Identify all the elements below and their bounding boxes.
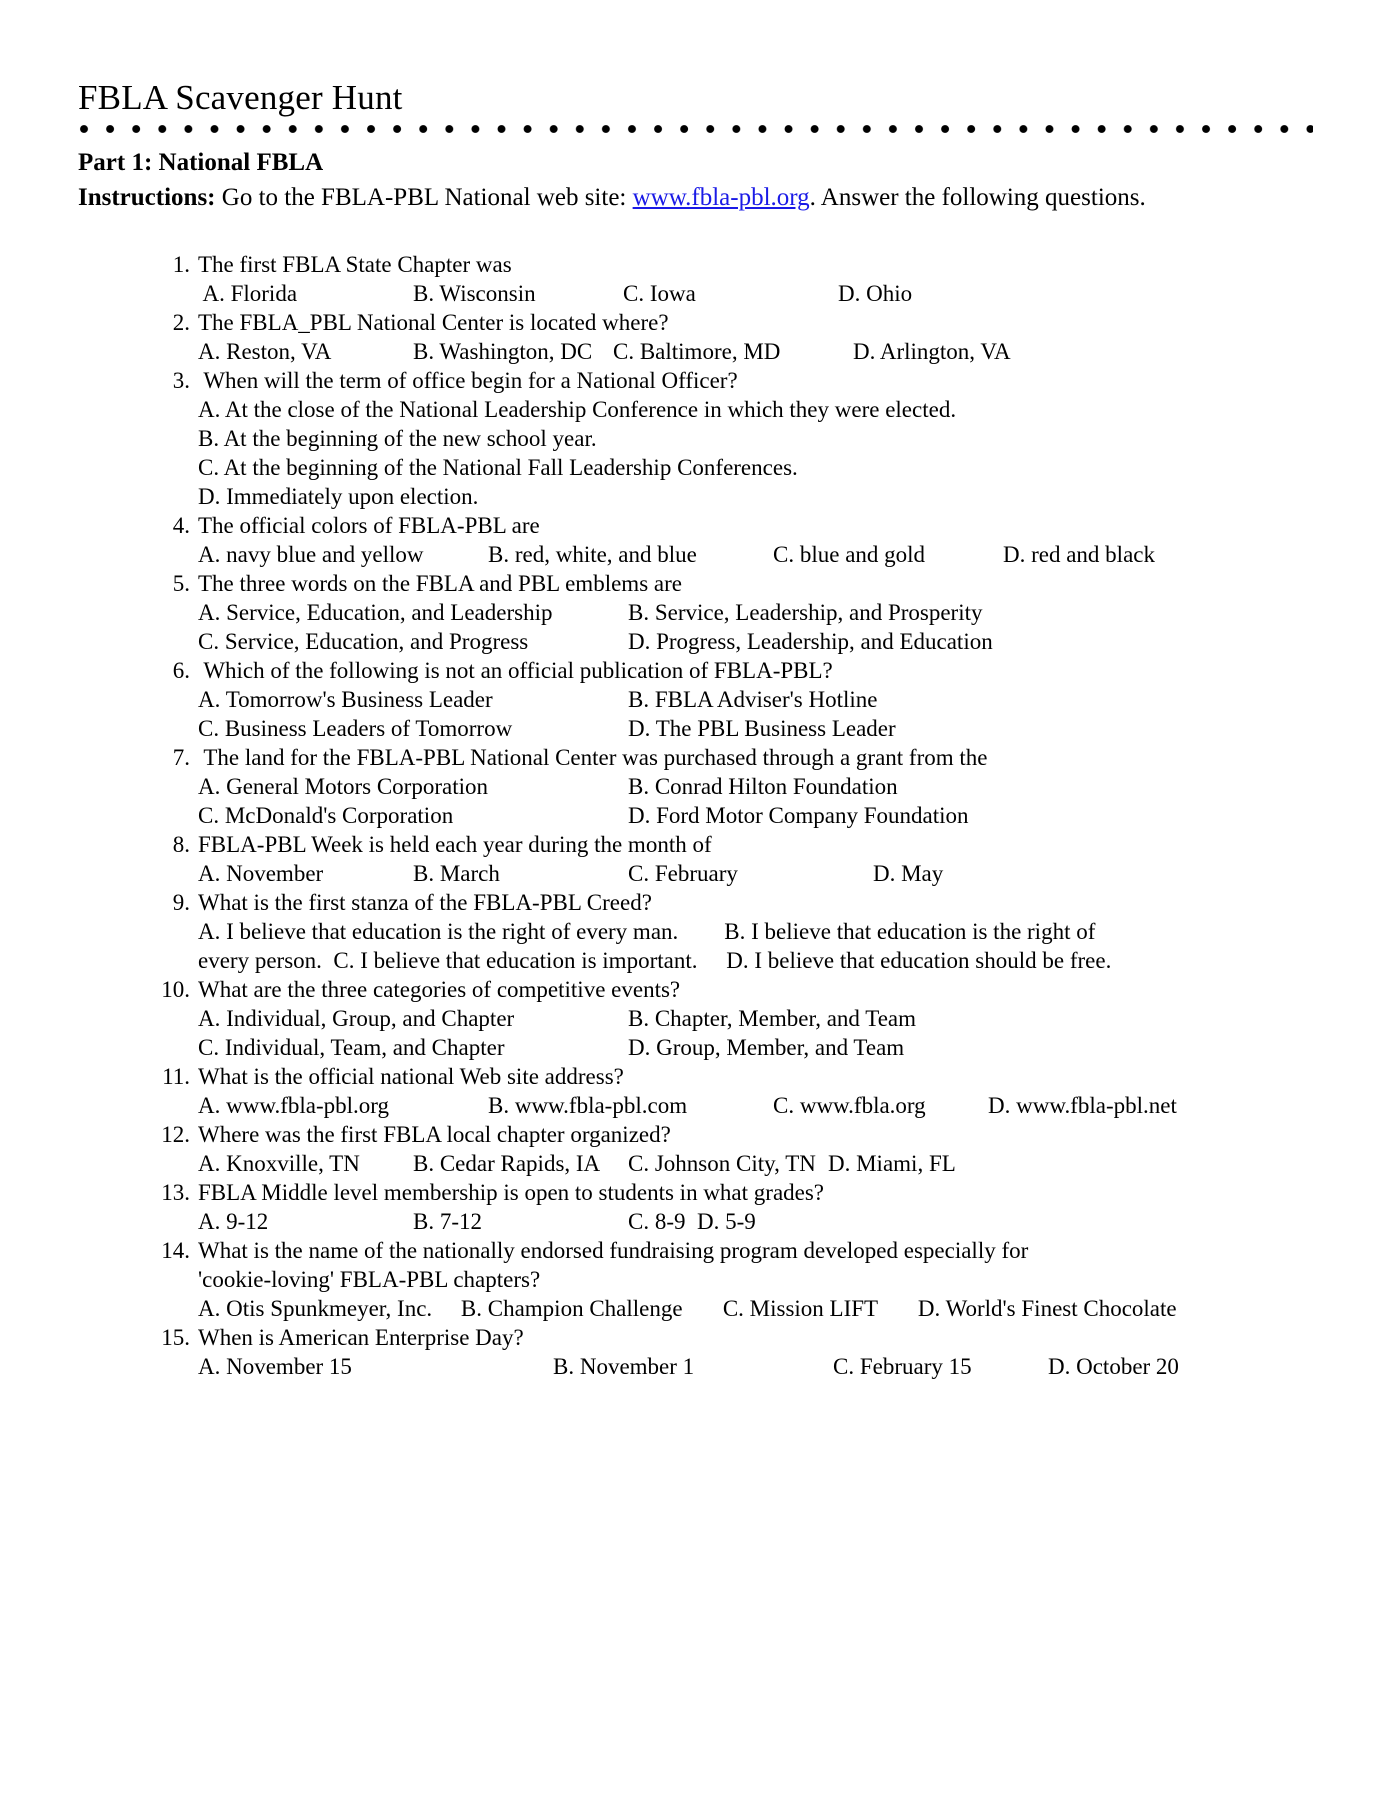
question-item <box>154 1236 1313 1323</box>
answer-option[interactable]: C. Johnson City, TN <box>628 1151 816 1176</box>
question-list <box>78 250 1313 1381</box>
answer-option-row <box>198 859 1313 888</box>
answer-option[interactable]: D. October 20 <box>1048 1354 1179 1379</box>
answer-options <box>198 685 1313 743</box>
answer-option[interactable]: A. Florida <box>198 281 298 306</box>
answer-option[interactable]: B. www.fbla-pbl.com <box>488 1093 688 1118</box>
question-text: FBLA-PBL Week is held each year during the month of <box>198 832 712 857</box>
question-item <box>154 1120 1313 1178</box>
answer-option[interactable]: A. navy blue and yellow <box>198 542 424 567</box>
answer-option-row <box>198 279 1313 308</box>
question-text: What are the three categories of competitive events? <box>198 977 681 1002</box>
answer-options <box>198 1352 1313 1381</box>
answer-option-row <box>198 1207 1313 1236</box>
question-item <box>154 1178 1313 1236</box>
answer-options <box>198 395 1313 511</box>
answer-option[interactable]: C. Baltimore, MD <box>613 339 781 364</box>
answer-option[interactable]: A. 9-12 <box>198 1209 269 1234</box>
question-item <box>154 975 1313 1062</box>
question-text: Which of the following is not an official publication of FBLA-PBL? <box>198 658 833 683</box>
question-text: The three words on the FBLA and PBL emblems are <box>198 571 682 596</box>
question-text: What is the official national Web site address? <box>198 1064 624 1089</box>
answer-option[interactable]: B. Wisconsin <box>413 281 536 306</box>
answer-option[interactable]: D. May <box>873 861 944 886</box>
answer-option-row <box>198 1004 1313 1033</box>
answer-option[interactable]: D. www.fbla-pbl.net <box>988 1093 1177 1118</box>
question-item <box>154 366 1313 511</box>
answer-option-row <box>198 337 1313 366</box>
answer-option[interactable]: D. The PBL Business Leader <box>628 716 896 741</box>
answer-option-line[interactable]: A. Otis Spunkmeyer, Inc. B. Champion Challenge C. Mission LIFT D. World's Finest Chocolate <box>198 1296 1177 1321</box>
answer-option-row <box>198 627 1313 656</box>
question-item <box>154 250 1313 308</box>
answer-option[interactable]: B. 7-12 <box>413 1209 482 1234</box>
answer-option[interactable]: B. March <box>413 861 500 886</box>
question-text: The FBLA_PBL National Center is located where? <box>198 310 669 335</box>
answer-option[interactable]: C. Individual, Team, and Chapter <box>198 1035 505 1060</box>
question-item <box>154 569 1313 656</box>
answer-option-row <box>198 540 1313 569</box>
answer-option[interactable]: D. Immediately upon election. <box>198 484 479 509</box>
answer-options <box>198 1207 1313 1236</box>
answer-option[interactable]: C. Iowa <box>623 281 696 306</box>
question-text: The first FBLA State Chapter was <box>198 252 512 277</box>
answer-option[interactable]: A. General Motors Corporation <box>198 774 488 799</box>
answer-option[interactable]: C. February <box>628 861 738 886</box>
answer-option-line[interactable]: every person. C. I believe that education is important. D. I believe that education should be free. <box>198 948 1112 973</box>
question-item <box>154 1323 1313 1381</box>
answer-options <box>198 1004 1313 1062</box>
answer-option[interactable]: C. 8-9 D. 5-9 <box>628 1209 756 1234</box>
answer-options <box>198 1294 1313 1323</box>
answer-option[interactable]: B. At the beginning of the new school year. <box>198 426 597 451</box>
answer-options <box>198 772 1313 830</box>
answer-option-row <box>198 772 1313 801</box>
answer-option[interactable]: D. Ohio <box>838 281 913 306</box>
answer-options <box>198 859 1313 888</box>
answer-option-row <box>198 482 1313 511</box>
question-item <box>154 308 1313 366</box>
answer-options <box>198 1091 1313 1120</box>
question-text: When is American Enterprise Day? <box>198 1325 524 1350</box>
answer-option-row <box>198 1091 1313 1120</box>
answer-option-row <box>198 598 1313 627</box>
question-text: The land for the FBLA-PBL National Center was purchased through a grant from the <box>198 745 988 770</box>
answer-option-line[interactable]: A. I believe that education is the right of every man. B. I believe that education is the right of <box>198 919 1096 944</box>
question-item <box>154 511 1313 569</box>
answer-options <box>198 279 1313 308</box>
answer-option-row <box>198 714 1313 743</box>
question-text: When will the term of office begin for a National Officer? <box>198 368 738 393</box>
answer-option[interactable]: B. red, white, and blue <box>488 542 697 567</box>
answer-option[interactable]: D. Group, Member, and Team <box>628 1035 905 1060</box>
answer-option[interactable]: A. At the close of the National Leadership Conference in which they were elected. <box>198 397 957 422</box>
answer-option[interactable]: A. Individual, Group, and Chapter <box>198 1006 515 1031</box>
answer-option-row <box>198 1352 1313 1381</box>
answer-option[interactable]: C. Business Leaders of Tomorrow <box>198 716 513 741</box>
instructions-label: Instructions: <box>78 184 216 211</box>
question-item <box>154 743 1313 830</box>
answer-option[interactable]: A. Knoxville, TN <box>198 1151 360 1176</box>
answer-options <box>198 337 1313 366</box>
answer-option[interactable]: A. www.fbla-pbl.org <box>198 1093 389 1118</box>
answer-option-row <box>198 801 1313 830</box>
answer-option[interactable]: B. Chapter, Member, and Team <box>628 1006 917 1031</box>
answer-option[interactable]: A. November <box>198 861 324 886</box>
answer-option[interactable]: C. February 15 <box>833 1354 972 1379</box>
answer-option-row <box>198 453 1313 482</box>
answer-option[interactable]: B. FBLA Adviser's Hotline <box>628 687 878 712</box>
answer-options <box>198 598 1313 656</box>
answer-option[interactable]: B. November 1 <box>553 1354 695 1379</box>
answer-option[interactable]: A. Service, Education, and Leadership <box>198 600 553 625</box>
question-item <box>154 1062 1313 1120</box>
answer-option[interactable]: A. Reston, VA <box>198 339 332 364</box>
answer-option[interactable]: D. Ford Motor Company Foundation <box>628 803 969 828</box>
answer-option[interactable]: A. Tomorrow's Business Leader <box>198 687 493 712</box>
instructions-before-link: Go to the FBLA-PBL National web site: <box>215 184 633 211</box>
answer-option-row <box>198 1033 1313 1062</box>
answer-option[interactable]: B. Cedar Rapids, IA <box>413 1151 601 1176</box>
question-item <box>154 656 1313 743</box>
page-title: FBLA Scavenger Hunt <box>78 78 403 117</box>
dotted-divider <box>78 122 1313 136</box>
answer-option-row <box>198 424 1313 453</box>
answer-option-row <box>198 685 1313 714</box>
answer-option[interactable]: B. Washington, DC <box>413 339 593 364</box>
answer-option[interactable]: D. Arlington, VA <box>853 339 1011 364</box>
answer-option[interactable]: B. Service, Leadership, and Prosperity <box>628 600 983 625</box>
answer-option[interactable]: C. McDonald's Corporation <box>198 803 454 828</box>
answer-options <box>198 540 1313 569</box>
part-heading: Part 1: National FBLA <box>78 149 324 176</box>
question-item <box>154 830 1313 888</box>
answer-options <box>198 917 1313 975</box>
instructions-after-link: . Answer the following questions. <box>809 184 1146 211</box>
answer-option[interactable]: B. Conrad Hilton Foundation <box>628 774 898 799</box>
answer-option[interactable]: D. red and black <box>1003 542 1155 567</box>
answer-option[interactable]: C. blue and gold <box>773 542 926 567</box>
question-text: Where was the first FBLA local chapter organized? <box>198 1122 671 1147</box>
question-item <box>154 888 1313 975</box>
answer-option[interactable]: C. At the beginning of the National Fall Leadership Conferences. <box>198 455 798 480</box>
fbla-pbl-website-link[interactable]: www.fbla-pbl.org <box>632 184 810 211</box>
answer-option[interactable]: A. November 15 <box>198 1354 352 1379</box>
question-text: The official colors of FBLA-PBL are <box>198 513 540 538</box>
answer-option[interactable]: C. Service, Education, and Progress <box>198 629 529 654</box>
question-text: What is the name of the nationally endorsed fundraising program developed especially for <box>198 1238 1029 1263</box>
answer-option-row <box>198 395 1313 424</box>
question-text: FBLA Middle level membership is open to students in what grades? <box>198 1180 825 1205</box>
instructions-paragraph <box>78 180 1148 216</box>
answer-option-row <box>198 1149 1313 1178</box>
answer-option[interactable]: D. Miami, FL <box>828 1151 956 1176</box>
answer-options <box>198 1149 1313 1178</box>
question-text: 'cookie-loving' FBLA-PBL chapters? <box>198 1267 541 1292</box>
answer-option[interactable]: D. Progress, Leadership, and Education <box>628 629 993 654</box>
answer-option[interactable]: C. www.fbla.org <box>773 1093 926 1118</box>
question-text: What is the first stanza of the FBLA-PBL Creed? <box>198 890 652 915</box>
